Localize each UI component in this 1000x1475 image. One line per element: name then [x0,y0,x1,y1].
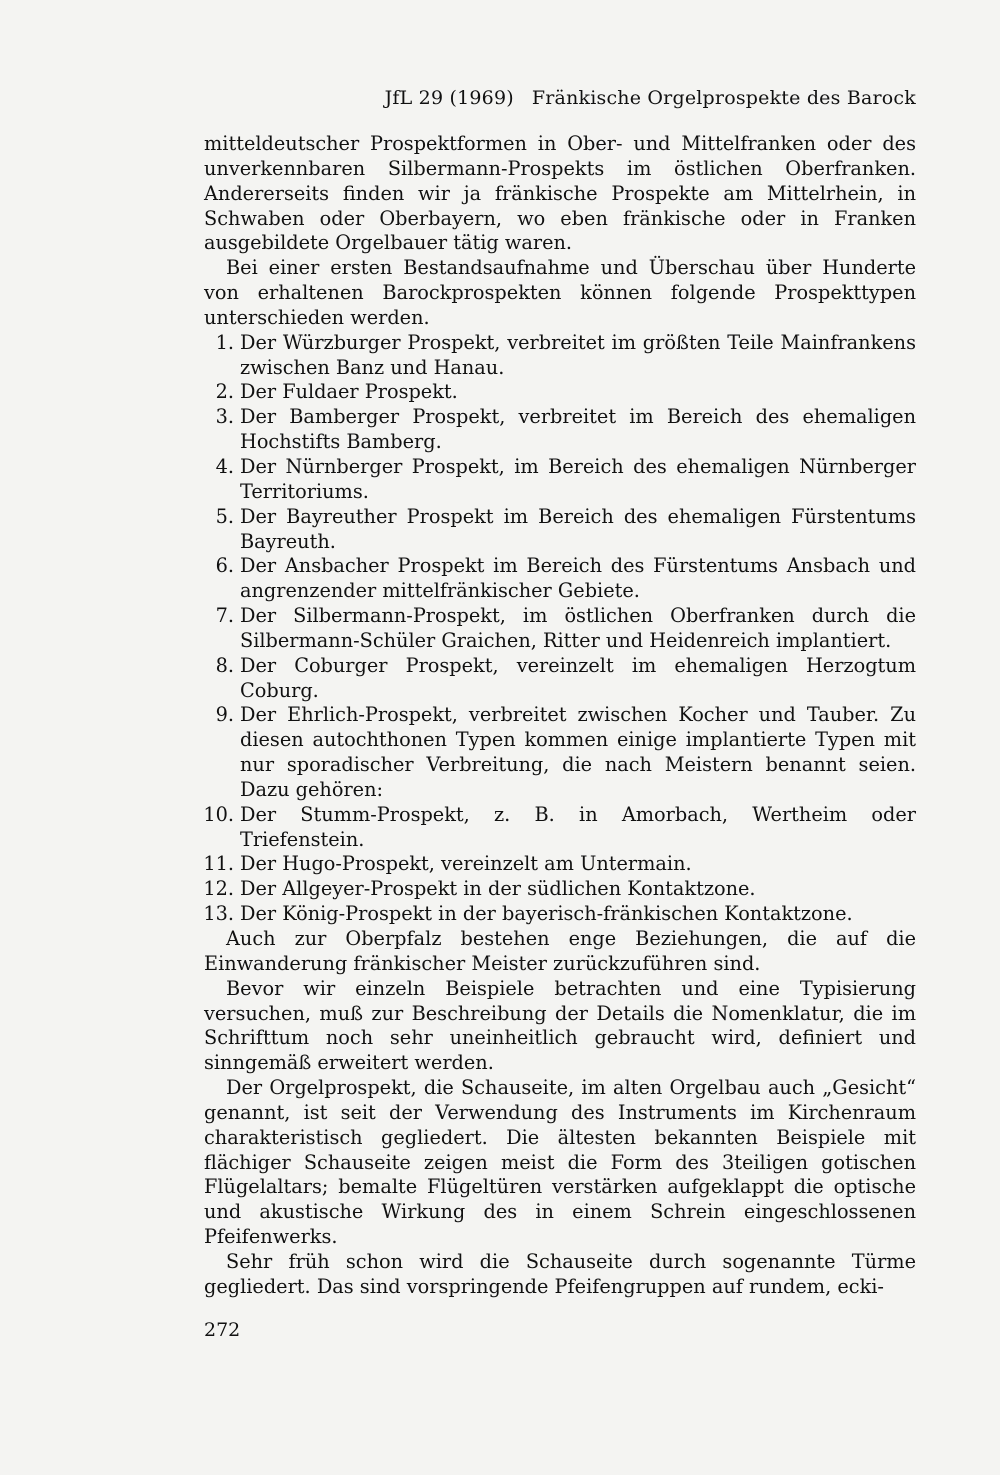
list-number: 4. [215,454,234,478]
list-item [204,505,916,555]
list-number: 9. [215,703,234,727]
list-text: Der Ansbacher Prospekt im Bereich des Fürstentums Ansbach und angrenzender mittelfränkischer Gebiete. [240,554,916,603]
list-number: 7. [215,604,234,628]
paragraph: Sehr früh schon wird die Schauseite durch sogenannte Türme gegliedert. Das sind vorspringende Pfeifengruppen auf rundem, ecki- [204,1249,916,1298]
journal-reference: JfL 29 (1969) [384,87,514,109]
list-number: 11. [203,852,234,876]
list-item [204,852,916,877]
list-text: Der Allgeyer-Prospekt in der südlichen Kontaktzone. [240,877,756,901]
paragraph: mitteldeutscher Prospektformen in Ober- und Mittelfranken oder des unverkennbaren Silbermann-Prospekts im östlichen Oberfranken. Andererseits finden wir ja fränkische Prospekte am Mittelrhein, in Schwaben oder Oberbayern, wo eben fränkische oder in Franken ausgebildete Orgelbauer tätig waren. [204,132,916,255]
list-text: Der Bamberger Prospekt, verbreitet im Bereich des ehemaligen Hochstifts Bamberg. [240,405,916,454]
body-text [204,132,916,1300]
list-text: Der Würzburger Prospekt, verbreitet im größten Teile Mainfrankens zwischen Banz und Hanau. [240,330,916,379]
list-item [204,331,916,381]
list-item [204,455,916,505]
list-number: 10. [203,802,234,826]
list-number: 1. [215,330,234,354]
running-header [204,84,916,112]
article-title: Fränkische Orgelprospekte des Barock [531,87,916,109]
list-text: Der Silbermann-Prospekt, im östlichen Oberfranken durch die Silbermann-Schüler Graichen, Ritter und Heidenreich implantiert. [240,604,916,652]
list-number: 13. [203,902,234,926]
list-text: Der Bayreuther Prospekt im Bereich des ehemaligen Fürstentums Bayreuth. [240,504,916,553]
list-number: 3. [215,405,234,429]
list-text: Der Hugo-Prospekt, vereinzelt am Untermain. [240,852,692,876]
list-text: Der Coburger Prospekt, vereinzelt im ehemaligen Herzogtum Coburg. [240,653,916,702]
list-item [204,803,916,853]
list-number: 8. [215,653,234,677]
paragraph: Bevor wir einzeln Beispiele betrachten und eine Typisierung versuchen, muß zur Beschreibung der Details die Nomenklatur, die im Schrifttum noch sehr uneinheitlich gebraucht wird, definiert und sinngemäß erweitert werden. [204,976,916,1075]
paragraph: Der Orgelprospekt, die Schauseite, im alten Orgelbau auch „Gesicht“ genannt, ist seit der Verwendung des Instruments im Kirchenraum charakteristisch gegliedert. Die ältesten bekannten Beispiele mit flächiger Schauseite zeigen meist die Form des 3teiligen gotischen Flügelaltars; bemalte Flügeltüren verstärken aufgeklappt die optische und akustische Wirkung des in einem Schrein eingeschlossenen Pfeifenwerks. [204,1076,916,1249]
list-item [204,703,916,802]
list-item [204,604,916,654]
page-number: 272 [204,1319,241,1341]
paragraph: Auch zur Oberpfalz bestehen enge Beziehungen, die auf die Einwanderung fränkischer Meister zurückzuführen sind. [204,927,916,975]
list-text: Der Stumm-Prospekt, z. B. in Amorbach, Wertheim oder Triefenstein. [240,802,916,851]
list-number: 6. [215,554,234,578]
list-item [204,554,916,604]
list-item [204,380,916,405]
document-page [204,84,916,1300]
list-number: 5. [215,504,234,528]
list-item [204,877,916,902]
list-item [204,654,916,704]
list-number: 12. [203,877,234,901]
list-item [204,902,916,927]
list-item [204,405,916,455]
list-text: Der Ehrlich-Prospekt, verbreitet zwischen Kocher und Tauber. Zu diesen autochthonen Typen kommen einige implantierte Typen mit nur sporadischer Verbreitung, die nach Meistern benannt seien. Dazu gehören: [240,703,916,801]
list-text: Der Nürnberger Prospekt, im Bereich des ehemaligen Nürnberger Territoriums. [240,454,916,503]
list-number: 2. [215,380,234,404]
paragraph: Bei einer ersten Bestandsaufnahme und Überschau über Hunderte von erhaltenen Barockprospekten können folgende Prospekttypen unterschieden werden. [204,256,916,329]
list-text: Der Fuldaer Prospekt. [240,380,458,404]
list-text: Der König-Prospekt in der bayerisch-fränkischen Kontaktzone. [240,902,853,926]
